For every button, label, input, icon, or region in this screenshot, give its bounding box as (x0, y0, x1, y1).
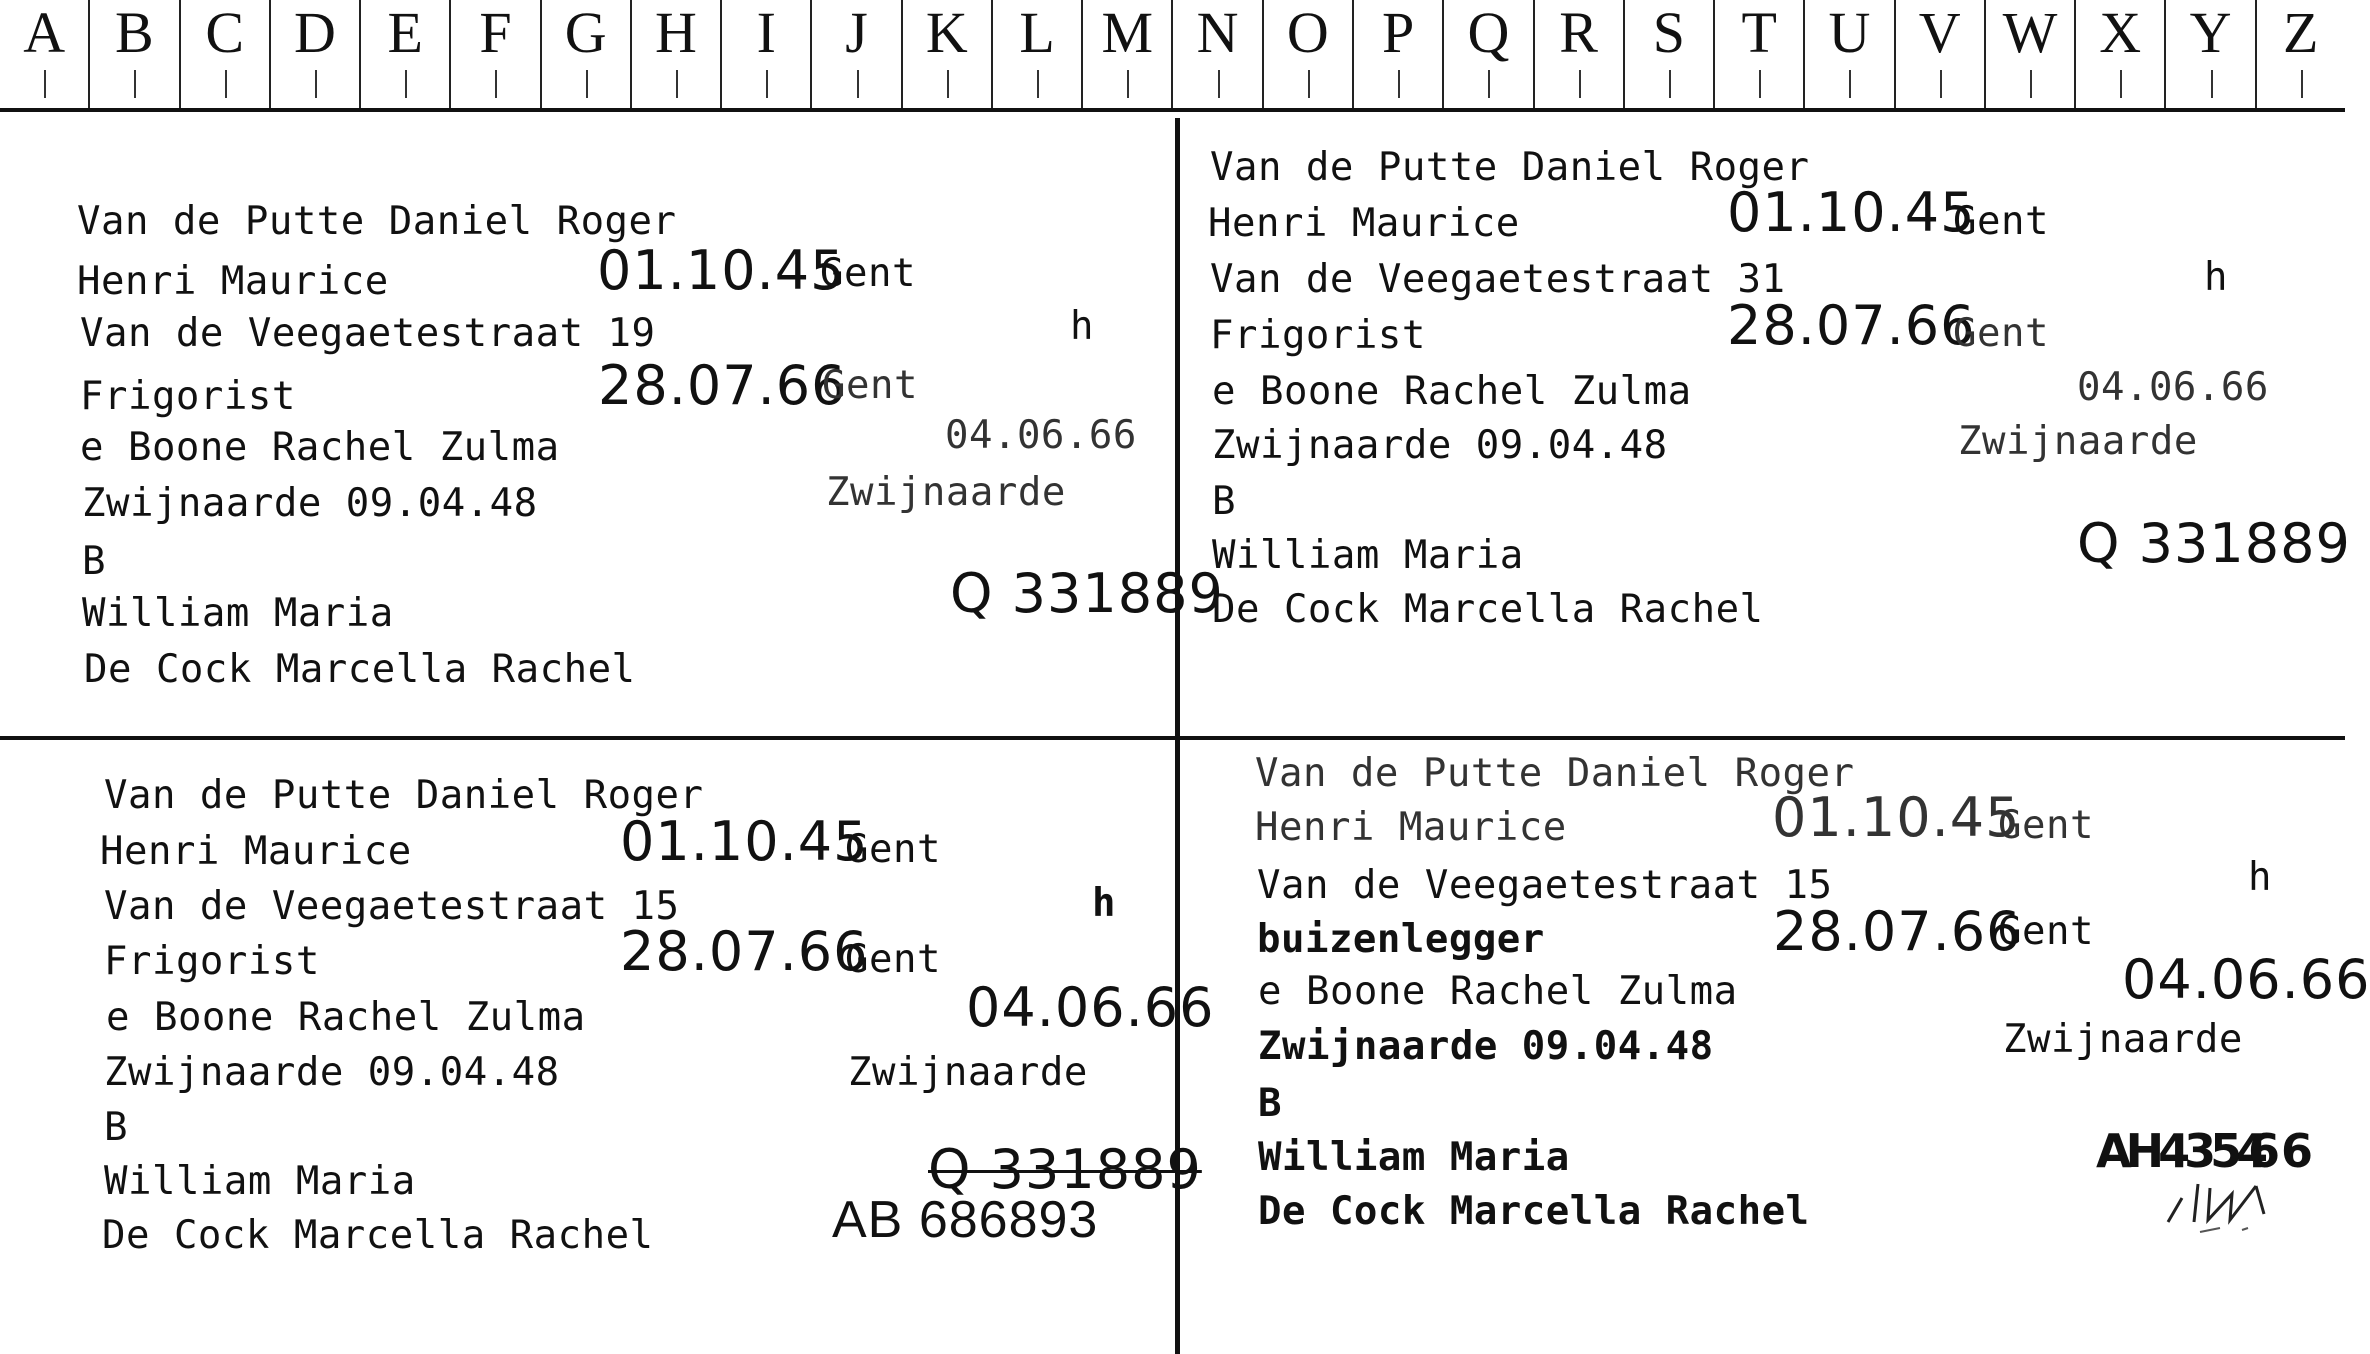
card-birth-date: 01.10.45 (620, 810, 869, 873)
index-letter-z: Z (2257, 0, 2345, 108)
card-registration-place: Gent (1998, 909, 2094, 954)
card-spouse-birth: Zwijnaarde 09.04.48 (1212, 423, 1668, 468)
card-birth-place: Gent (1998, 803, 2094, 848)
index-letter-x: X (2076, 0, 2166, 108)
index-letter-g: G (542, 0, 632, 108)
card-mother: De Cock Marcella Rachel (102, 1213, 654, 1258)
card-father: William Maria (1212, 533, 1524, 578)
index-letter-y: Y (2166, 0, 2256, 108)
card-marriage-date: 04.06.66 (966, 976, 1215, 1039)
card-marriage-date: 04.06.66 (2077, 365, 2269, 410)
card-id-number: Q 331889 (950, 562, 1224, 625)
card-registration-date: 28.07.66 (1773, 900, 2022, 963)
index-letter-m: M (1083, 0, 1173, 108)
card-mother: De Cock Marcella Rachel (84, 647, 636, 692)
card-registration-date: 28.07.66 (1727, 294, 1976, 357)
card-category: B (1258, 1081, 1282, 1126)
card-marital-mark: h (2248, 855, 2272, 900)
index-letter-l: L (993, 0, 1083, 108)
index-letter-p: P (1354, 0, 1444, 108)
index-letter-j: J (812, 0, 902, 108)
card-marital-mark: h (2204, 255, 2228, 300)
card-spouse-birth: Zwijnaarde 09.04.48 (1258, 1024, 1714, 1069)
horizontal-card-divider (0, 736, 2345, 740)
card-mother: De Cock Marcella Rachel (1258, 1189, 1810, 1234)
card-id-overprint-a: AH4354 (2096, 1124, 2263, 1178)
card-id-overprint-b: 66 (2248, 1124, 2315, 1178)
card-name: Van de Putte Daniel Roger (104, 773, 704, 818)
card-id-number: Q 331889 (2077, 512, 2351, 575)
card-birth-place: Gent (1953, 199, 2049, 244)
index-letter-q: Q (1444, 0, 1534, 108)
index-letter-o: O (1264, 0, 1354, 108)
card-spouse: e Boone Rachel Zulma (80, 425, 560, 470)
index-letter-t: T (1715, 0, 1805, 108)
card-registration-place: Gent (822, 363, 918, 408)
index-letter-c: C (181, 0, 271, 108)
card-marriage-date: 04.06.66 (945, 413, 1137, 458)
card-marriage-place: Zwijnaarde (1958, 419, 2198, 464)
index-letter-f: F (451, 0, 541, 108)
index-letter-i: I (722, 0, 812, 108)
index-letter-v: V (1896, 0, 1986, 108)
card-registration-place: Gent (845, 937, 941, 982)
card-occupation: buizenlegger (1257, 917, 1545, 962)
card-given-names: Henri Maurice (1255, 805, 1567, 850)
alphabet-index-strip (0, 0, 2345, 112)
card-marriage-place: Zwijnaarde (826, 470, 1066, 515)
card-father: William Maria (82, 591, 394, 636)
card-spouse: e Boone Rachel Zulma (106, 995, 586, 1040)
card-category: B (82, 539, 106, 584)
card-spouse-birth: Zwijnaarde 09.04.48 (104, 1050, 560, 1095)
index-letter-e: E (361, 0, 451, 108)
card-marriage-date: 04.06.66 (2122, 948, 2370, 1011)
index-letter-k: K (903, 0, 993, 108)
index-letter-b: B (90, 0, 180, 108)
index-letter-h: H (632, 0, 722, 108)
card-registration-date: 28.07.66 (598, 354, 847, 417)
index-letter-w: W (1986, 0, 2076, 108)
card-name: Van de Putte Daniel Roger (1255, 751, 1855, 796)
index-letter-u: U (1805, 0, 1895, 108)
card-address: Van de Veegaetestraat 15 (104, 884, 680, 929)
card-address: Van de Veegaetestraat 31 (1210, 257, 1786, 302)
card-spouse: e Boone Rachel Zulma (1258, 969, 1738, 1014)
card-marriage-place: Zwijnaarde (2003, 1017, 2243, 1062)
card-given-names: Henri Maurice (1208, 201, 1520, 246)
card-registration-place: Gent (1953, 311, 2049, 356)
handwritten-initials-scribble (2160, 1170, 2310, 1240)
card-registration-date: 28.07.66 (620, 920, 869, 983)
card-birth-date: 01.10.45 (597, 239, 846, 302)
card-marital-mark: h (1092, 881, 1116, 926)
card-father: William Maria (1258, 1135, 1570, 1180)
card-category: B (104, 1105, 128, 1150)
card-marital-mark: h (1070, 304, 1094, 349)
card-occupation: Frigorist (1210, 313, 1426, 358)
index-letter-r: R (1535, 0, 1625, 108)
card-name: Van de Putte Daniel Roger (1210, 145, 1810, 190)
card-id-number-struck: Q 331889 (928, 1138, 1202, 1201)
card-birth-date: 01.10.45 (1727, 181, 1976, 244)
card-category: B (1212, 479, 1236, 524)
card-name: Van de Putte Daniel Roger (77, 199, 677, 244)
card-marriage-place: Zwijnaarde (848, 1050, 1088, 1095)
index-letter-n: N (1173, 0, 1263, 108)
index-letter-s: S (1625, 0, 1715, 108)
card-birth-date: 01.10.45 (1772, 786, 2021, 849)
card-address: Van de Veegaetestraat 19 (80, 311, 656, 356)
card-birth-place: Gent (820, 251, 916, 296)
card-mother: De Cock Marcella Rachel (1212, 587, 1764, 632)
card-spouse: e Boone Rachel Zulma (1212, 369, 1692, 414)
card-address: Van de Veegaetestraat 15 (1257, 863, 1833, 908)
card-father: William Maria (104, 1159, 416, 1204)
index-letter-a: A (0, 0, 90, 108)
card-given-names: Henri Maurice (77, 259, 389, 304)
card-new-id-number: AB 686893 (832, 1191, 1099, 1249)
card-spouse-birth: Zwijnaarde 09.04.48 (82, 481, 538, 526)
card-occupation: Frigorist (104, 939, 320, 984)
index-letter-d: D (271, 0, 361, 108)
card-given-names: Henri Maurice (100, 829, 412, 874)
card-occupation: Frigorist (80, 374, 296, 419)
card-birth-place: Gent (845, 827, 941, 872)
